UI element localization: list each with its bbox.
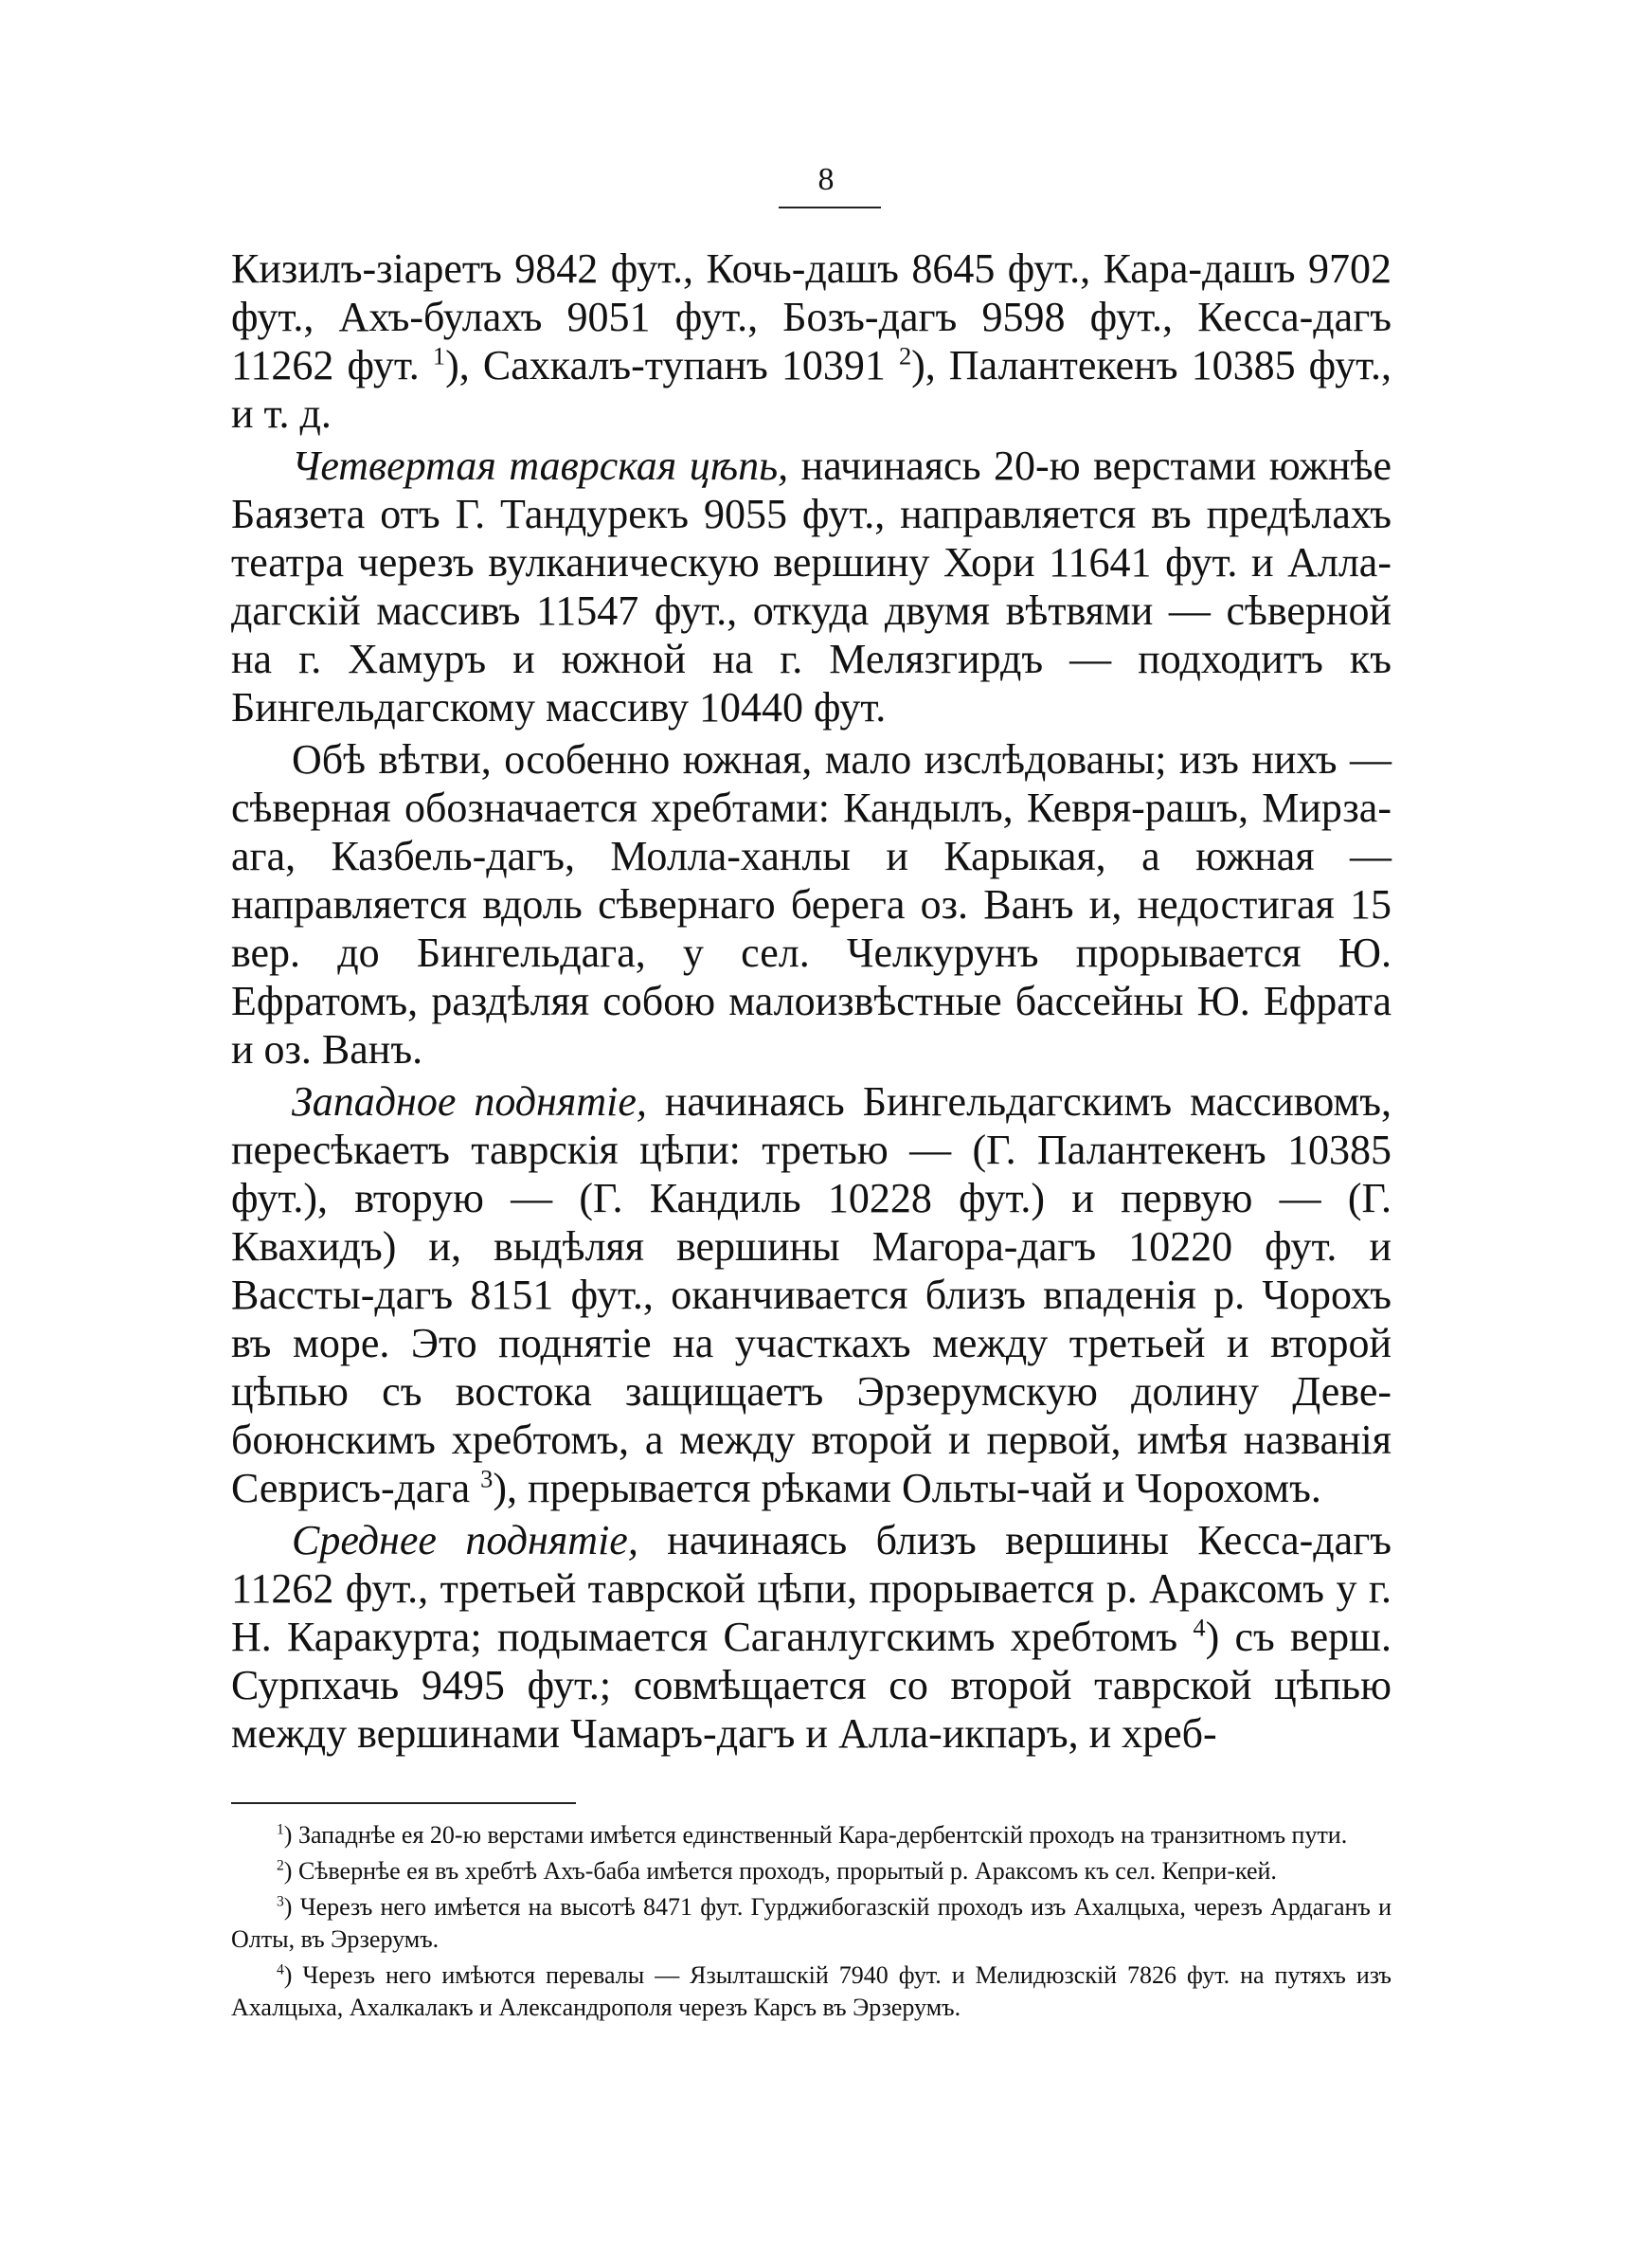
paragraph: Четвертая таврская цѣпь, начинаясь 20-ю верстами южнѣе Баязета отъ Г. Тандурекъ 9055 фут., направляется въ предѣлахъ театра черезъ вулканическую вершину Хори 11641 фут. и Алла-дагскій массивъ 11547 фут., откуда двумя вѣтвями — сѣверной на г. Хамуръ и южной на г. Мелязгирдъ — подходитъ къ Бингельдагскому массиву 10440 фут. [231,442,1392,731]
footnote-ref: 4 [1193,1613,1206,1642]
footnote: $^3$) Черезъ него имѣется на высотѣ 8471 фут. Гурджибогазскій проходъ изъ Ахалцыха, черезъ Ардаганъ и Олты, въ Эрзерумъ. [231,1893,1392,1953]
footnote: $^4$) Черезъ него имѣются перевалы — Язылташскій 7940 фут. и Мелидюзскій 7826 фут. на путяхъ изъ Ахалцыха, Ахалкалакъ и Александрополя черезъ Карсъ въ Эрзерумъ. [231,1961,1392,2021]
paragraph: Западное поднятіе, начинаясь Бингельдагскимъ массивомъ, пересѣкаетъ таврскія цѣпи: третью — (Г. Палантекенъ 10385 фут.), вторую — (Г. Кандиль 10228 фут.) и первую — (Г. Квахидъ) и, выдѣляя вершины Магора-дагъ 10220 фут. и Вассты-дагъ 8151 фут., оканчивается близъ впаденія р. Чорохъ въ море. Это поднятіе на участкахъ между третьей и второй цѣпью съ востока защищаетъ Эрзерумскую долину Деве-боюнскимъ хребтомъ, а между второй и первой, имѣя названія Севрисъ-дага $^3$), прерывается рѣками Ольты-чай и Чорохомъ. [231,1078,1392,1511]
footnotes [231,1819,1392,2028]
section-heading-inline: Западное поднятіе, [292,1078,647,1125]
main-text [231,244,1392,1761]
paragraph: Кизилъ-зіаретъ 9842 фут., Кочь-дашъ 8645 фут., Кара-дашъ 9702 фут., Ахъ-булахъ 9051 фут., Бозъ-дагъ 9598 фут., Кесса-дагъ 11262 фут. $^1$), Сахкалъ-тупанъ 10391 $^2$), Палантекенъ 10385 фут., и т. д. [231,245,1392,437]
section-heading-inline: Среднее поднятіе, [292,1517,638,1563]
footnote: $^1$) Западнѣе ея 20-ю верстами имѣется единственный Кара-дербентскій проходъ на транзитномъ пути. [277,1821,1348,1849]
paragraph: Обѣ вѣтви, особенно южная, мало изслѣдованы; изъ нихъ — сѣверная обозначается хребтами: Кандылъ, Кевря-рашъ, Мирза-ага, Казбель-дагъ, Молла-ханлы и Карыкая, а южная — направляется вдоль сѣвернаго берега оз. Ванъ и, недостигая 15 вер. до Бингельдага, у сел. Челкурунъ прорывается Ю. Ефратомъ, раздѣляя собою малоизвѣстные бассейны Ю. Ефрата и оз. Ванъ. [231,736,1392,1073]
footnote: $^2$) Сѣвернѣе ея въ хребтѣ Ахъ-баба имѣется проходъ, прорытый р. Араксомъ къ сел. Кепри-кей. [277,1857,1277,1885]
footnote-ref: 1 [432,341,446,370]
paragraph: Среднее поднятіе, начинаясь близъ вершины Кесса-дагъ 11262 фут., третьей таврской цѣпи, прорывается р. Араксомъ у г. Н. Каракурта; подымается Саганлугскимъ хребтомъ $^4$) съ верш. Сурпхачь 9495 фут.; совмѣщается со второй таврской цѣпью между вершинами Чамаръ-дагъ и Алла-икпаръ, и хреб- [231,1517,1392,1757]
section-heading-inline: Четвертая таврская цѣпь, [292,442,789,489]
footnote-ref: 2 [898,341,912,370]
page-number: 8 [817,162,835,197]
footnote-rule [231,1802,576,1804]
footnote-ref: 3 [480,1464,494,1493]
page-number-rule [779,207,881,208]
